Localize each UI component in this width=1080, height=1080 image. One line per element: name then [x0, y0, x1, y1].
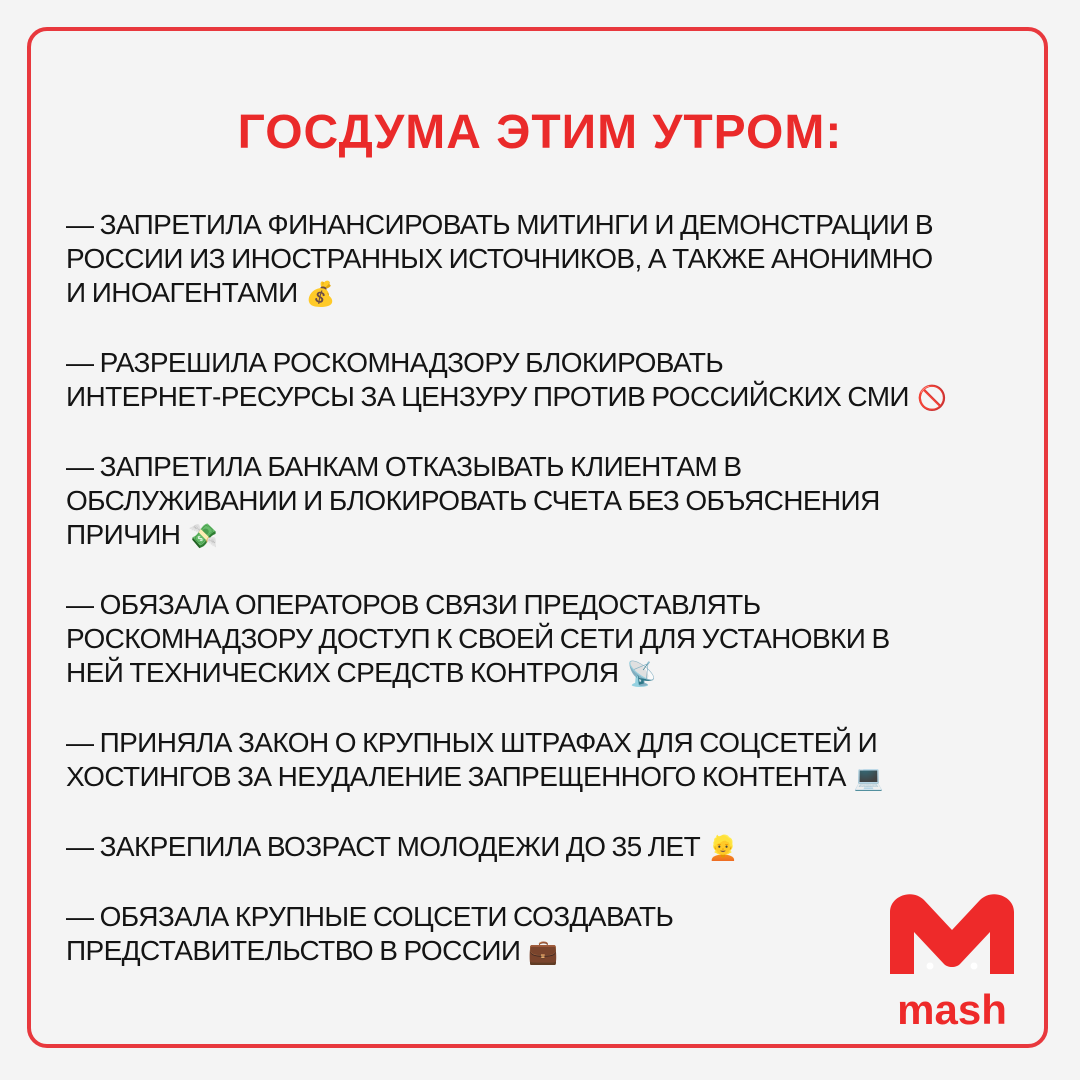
- item-line: — ЗАПРЕТИЛА БАНКАМ ОТКАЗЫВАТЬ КЛИЕНТАМ В: [66, 451, 742, 482]
- news-item-youth-age: [66, 830, 1026, 865]
- news-item-banks: [66, 450, 1026, 553]
- item-line: РОССИИ ИЗ ИНОСТРАННЫХ ИСТОЧНИКОВ, А ТАКЖЕ АНОНИМНО: [66, 243, 933, 274]
- logo-eye-left: [927, 963, 934, 970]
- prohibited-icon: 🚫: [916, 384, 947, 412]
- logo-eye-right: [971, 963, 978, 970]
- item-line: РОСКОМНАДЗОРУ ДОСТУП К СВОЕЙ СЕТИ ДЛЯ УСТАНОВКИ В: [66, 623, 890, 654]
- news-item-social-networks: [66, 900, 1026, 969]
- item-line-text: ХОСТИНГОВ ЗА НЕУДАЛЕНИЕ ЗАПРЕЩЕННОГО КОНТЕНТА: [66, 761, 846, 792]
- item-line: ОБСЛУЖИВАНИИ И БЛОКИРОВАТЬ СЧЕТА БЕЗ ОБЪЯСНЕНИЯ: [66, 485, 880, 516]
- item-line: — ОБЯЗАЛА КРУПНЫЕ СОЦСЕТИ СОЗДАВАТЬ: [66, 901, 674, 932]
- logo-m-shape: [890, 894, 1014, 974]
- briefcase-icon: 💼: [528, 938, 558, 966]
- news-item-telecom-operators: [66, 588, 1026, 691]
- money-bag-icon: 💰: [305, 280, 335, 308]
- item-line: — ОБЯЗАЛА ОПЕРАТОРОВ СВЯЗИ ПРЕДОСТАВЛЯТЬ: [66, 589, 761, 620]
- young-person-icon: 👱: [708, 834, 738, 862]
- item-line: — ЗАПРЕТИЛА ФИНАНСИРОВАТЬ МИТИНГИ И ДЕМОНСТРАЦИИ В: [66, 209, 933, 240]
- news-item-roskomnadzor-blocking: [66, 346, 1026, 415]
- news-item-fines: [66, 726, 1026, 795]
- item-line: [66, 276, 1026, 311]
- headline: ГОСДУМА ЭТИМ УТРОМ:: [237, 106, 843, 159]
- item-line: [66, 830, 1026, 865]
- item-line-text: И ИНОАГЕНТАМИ: [66, 277, 298, 308]
- laptop-icon: 💻: [853, 764, 884, 792]
- item-line-text: ИНТЕРНЕТ-РЕСУРСЫ ЗА ЦЕНЗУРУ ПРОТИВ РОССИЙСКИХ СМИ: [66, 381, 909, 412]
- item-line: — ПРИНЯЛА ЗАКОН О КРУПНЫХ ШТРАФАХ ДЛЯ СОЦСЕТЕЙ И: [66, 727, 878, 758]
- news-item-financing: [66, 208, 1026, 311]
- item-line-text: НЕЙ ТЕХНИЧЕСКИХ СРЕДСТВ КОНТРОЛЯ: [66, 657, 619, 688]
- mash-logo: [884, 882, 1020, 1032]
- item-line: [66, 656, 1026, 691]
- satellite-antenna-icon: 📡: [626, 660, 656, 688]
- item-line: [66, 760, 1026, 795]
- item-line: [66, 380, 1026, 415]
- item-line-text: — ЗАКРЕПИЛА ВОЗРАСТ МОЛОДЕЖИ ДО 35 ЛЕТ: [66, 831, 701, 862]
- item-line-text: ПРИЧИН: [66, 519, 181, 550]
- item-line-text: ПРЕДСТАВИТЕЛЬСТВО В РОССИИ: [66, 935, 521, 966]
- item-line: — РАЗРЕШИЛА РОСКОМНАДЗОРУ БЛОКИРОВАТЬ: [66, 347, 724, 378]
- item-line: [66, 518, 1026, 553]
- money-wings-icon: 💸: [188, 522, 218, 550]
- item-line: [66, 934, 1026, 969]
- news-list: [66, 208, 1026, 1004]
- logo-wordmark: mash: [897, 986, 1007, 1032]
